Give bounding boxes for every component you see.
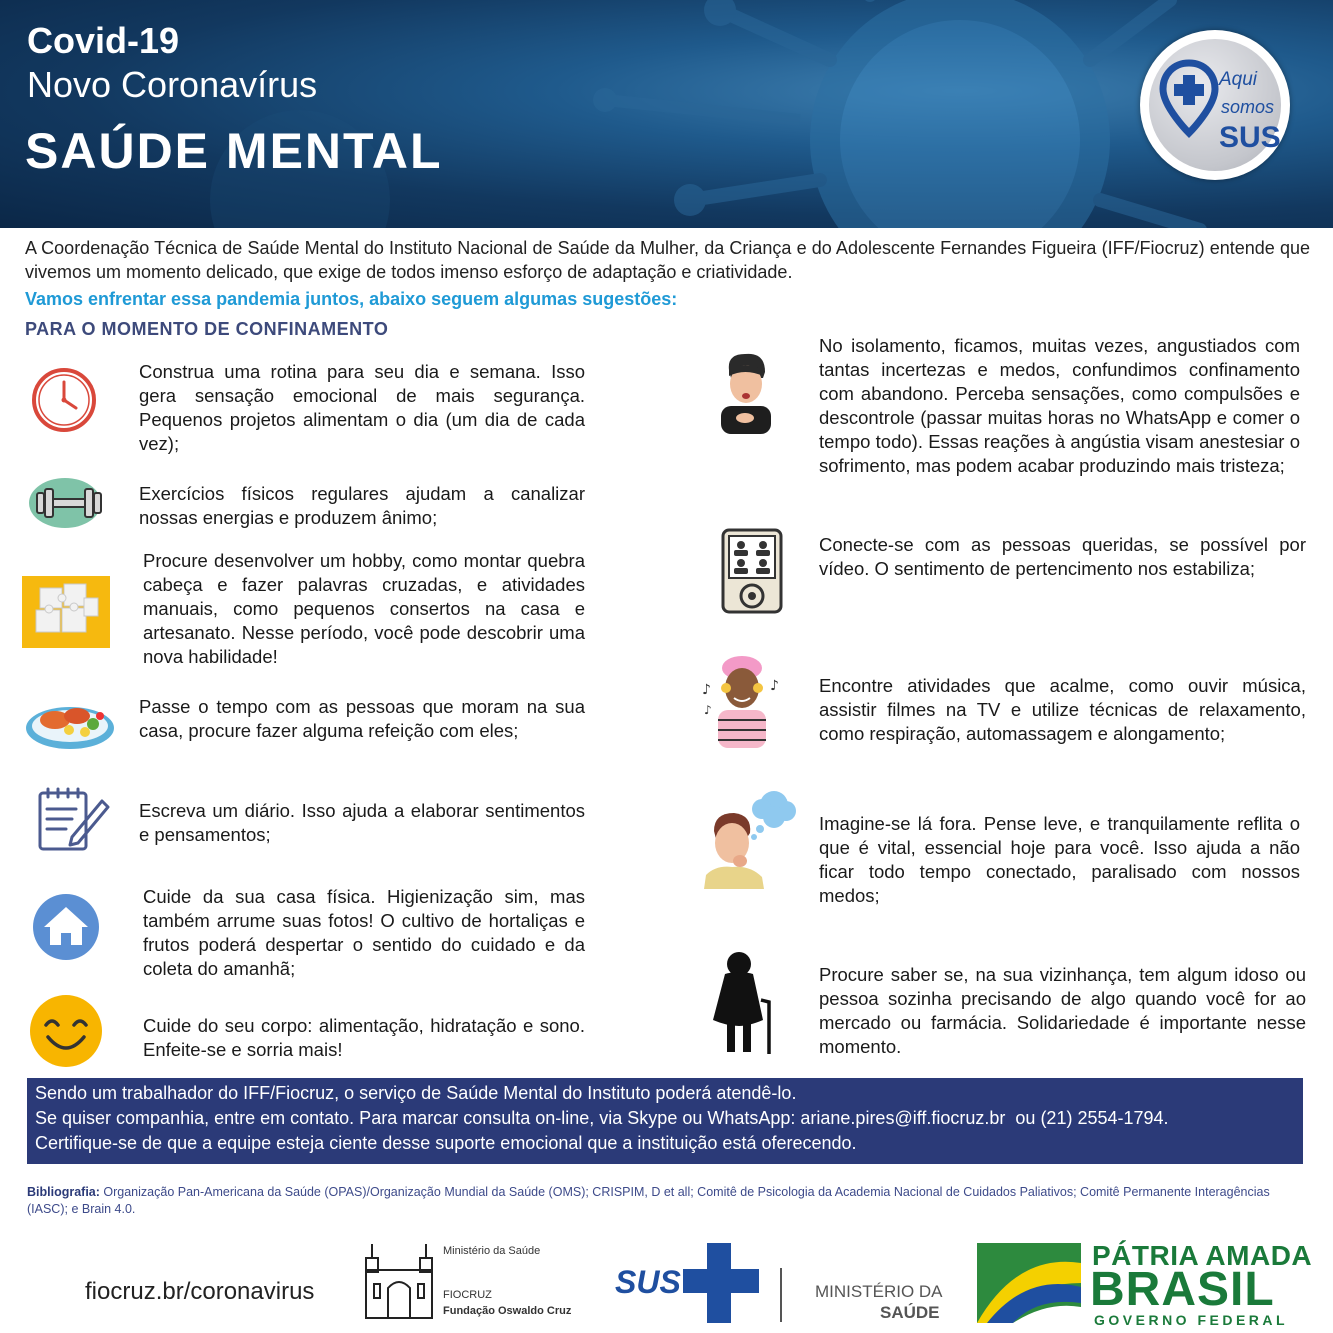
music-listener-icon xyxy=(700,654,784,748)
footer-divider xyxy=(780,1268,782,1322)
left-item-family: Passe o tempo com as pessoas que moram na sua casa, procure fazer alguma refeição com eles; xyxy=(139,696,585,741)
right-item-anxiety: No isolamento, ficamos, muitas vezes, angustiados com tantas incertezas e medos, confundimos confinamento com abandono. Perceba sensações, como compulsões e descontrole (passar muitas horas no WhatsApp e comer o tempo todo). Essas reações à angústia visam anestesiar o sofrimento, mas podem acabar produzindo mais tristeza; xyxy=(819,335,1300,476)
location-pin-cross-icon xyxy=(1159,59,1219,139)
intro-subtitle: Vamos enfrentar essa pandemia juntos, abaixo seguem algumas sugestões: xyxy=(25,289,678,309)
contact-line-2: Se quiser companhia, entre em contato. Para marcar consulta on-line, via Skype ou WhatsApp: ariane.pires@iff.fiocruz.br ou (21) 2554-1794. xyxy=(35,1108,1169,1128)
sus-cross-icon xyxy=(683,1243,759,1323)
video-call-icon xyxy=(721,528,783,614)
contact-info-bar xyxy=(27,1078,1303,1164)
food-plate-icon xyxy=(25,698,115,750)
right-item-connect: Conecte-se com as pessoas queridas, se possível por vídeo. O sentimento de pertencimento nos estabiliza; xyxy=(819,534,1306,579)
left-item-home: Cuide da sua casa física. Higienização sim, mas também arrume suas fotos! O cultivo de hortaliças e frutos poderá despertar o sentido do cuidado e da coleta do amanhã; xyxy=(143,886,585,979)
header-line-covid: Covid-19 xyxy=(27,20,180,61)
svg-text:♪: ♪ xyxy=(770,678,779,694)
badge-somos-text: somos xyxy=(1221,97,1275,117)
fundacao-label: Fundação Oswaldo Cruz xyxy=(443,1305,572,1317)
sus-logo-text: SUS xyxy=(615,1264,681,1300)
fiocruz-url-link[interactable]: fiocruz.br/coronavirus xyxy=(85,1278,315,1305)
right-item-relax: Encontre atividades que acalme, como ouvir música, assistir filmes na TV e utilize técnicas de relaxamento, como respiração, automassagem e alongamento; xyxy=(819,675,1306,744)
clock-icon xyxy=(30,366,98,434)
saude-label: SAÚDE xyxy=(880,1303,940,1322)
patria-amada-label: PÁTRIA AMADA xyxy=(1092,1240,1313,1271)
left-item-hobby: Procure desenvolver um hobby, como montar quebra cabeça e fazer palavras cruzadas, e atividades manuais, como pequenos consertos na casa e artesanato. Nesse período, você pode descobrir uma nova habilidade! xyxy=(143,550,585,667)
left-item-diary: Escreva um diário. Isso ajuda a elaborar sentimentos e pensamentos; xyxy=(139,800,585,845)
brazil-flag-logo-icon xyxy=(977,1243,1081,1323)
header-line-coronavirus: Novo Coronavírus xyxy=(27,64,318,105)
governo-federal-label: GOVERNO FEDERAL xyxy=(1094,1312,1289,1328)
right-item-imagine: Imagine-se lá fora. Pense leve, e tranquilamente reflita o que é vital, essencial hoje para você. Isso ajuda a não ficar todo tempo conectado, paralisado com nossos medos; xyxy=(819,813,1300,906)
coronavirus-background-icon xyxy=(0,0,1333,228)
fiocruz-building-logo-icon xyxy=(362,1240,436,1320)
ministerio-da-label: MINISTÉRIO DA xyxy=(815,1282,943,1301)
anxious-person-icon xyxy=(715,350,777,434)
bibliography-label: Bibliografia: xyxy=(27,1185,100,1199)
brasil-label: BRASIL xyxy=(1090,1263,1275,1316)
svg-text:♪: ♪ xyxy=(704,703,712,717)
bibliography-text: Organização Pan-Americana da Saúde (OPAS)/Organização Mundial da Saúde (OMS); CRISPIM, D et all; Comitê de Psicologia da Academia Nacional de Cuidados Paliativos; Comitê Permanente Interagências (IASC); e Brain 4.0. xyxy=(27,1185,1270,1216)
page-title: SAÚDE MENTAL xyxy=(25,123,443,179)
fiocruz-label: FIOCRUZ xyxy=(443,1289,492,1301)
diary-icon xyxy=(36,785,112,853)
ministerio-saude-label: Ministério da Saúde xyxy=(443,1245,541,1257)
contact-line-1: Sendo um trabalhador do IFF/Fiocruz, o serviço de Saúde Mental do Instituto poderá atendê-lo. xyxy=(35,1083,797,1103)
contact-line-3: Certifique-se de que a equipe esteja ciente desse suporte emocional que a instituição está oferecendo. xyxy=(35,1133,857,1153)
dumbbell-icon xyxy=(25,477,113,529)
smiley-icon xyxy=(28,993,104,1069)
left-item-routine: Construa uma rotina para seu dia e semana. Isso gera sensação emocional de mais segurança. Pequenos projetos alimentam o dia (um dia de cada vez); xyxy=(139,361,585,454)
home-icon xyxy=(32,893,100,961)
puzzle-icon xyxy=(22,576,110,648)
left-item-exercise: Exercícios físicos regulares ajudam a canalizar nossas energias e produzem ânimo; xyxy=(139,483,585,528)
left-item-body: Cuide do seu corpo: alimentação, hidratação e sono. Enfeite-se e sorria mais! xyxy=(143,1015,585,1060)
bibliography xyxy=(27,1184,1307,1218)
thinking-person-icon xyxy=(700,785,800,889)
section-title: PARA O MOMENTO DE CONFINAMENTO xyxy=(25,319,389,339)
right-item-solidarity: Procure saber se, na sua vizinhança, tem algum idoso ou pessoa sozinha precisando de algo quando você for ao mercado ou farmácia. Solidariedade é importante nesse momento. xyxy=(819,964,1306,1057)
header-banner xyxy=(0,0,1333,228)
aqui-somos-sus-badge xyxy=(1140,30,1290,180)
badge-aqui-text: Aqui xyxy=(1219,69,1258,90)
badge-sus-text: SUS xyxy=(1219,121,1281,154)
svg-text:♪: ♪ xyxy=(702,682,711,698)
elderly-person-icon xyxy=(705,950,775,1056)
intro-paragraph: A Coordenação Técnica de Saúde Mental do Instituto Nacional de Saúde da Mulher, da Criança e do Adolescente Fernandes Figueira (IFF/Fiocruz) entende que vivemos um momento delicado, que exige de todos imenso esforço de adaptação e criatividade. xyxy=(25,238,1310,282)
